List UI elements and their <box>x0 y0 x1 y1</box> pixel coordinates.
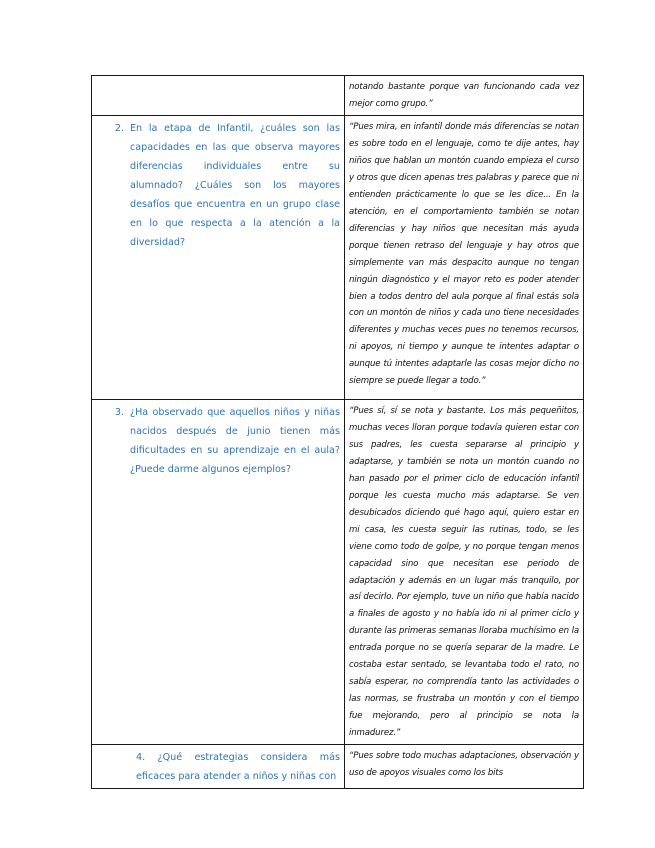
question-text-block <box>96 119 340 252</box>
answer-text: notando bastante porque van funcionando cada vez mejor como grupo.” <box>349 82 579 109</box>
question-text: ¿Qué estrategias considera más eficaces para atender a niños y niñas con <box>136 752 340 783</box>
answer-cell <box>345 745 584 789</box>
question-cell <box>92 76 345 116</box>
table-row <box>92 400 584 745</box>
answer-cell <box>345 76 584 116</box>
interview-table <box>91 75 584 789</box>
question-number: 3. <box>114 407 124 418</box>
question-text-block <box>96 748 340 786</box>
answer-text: “Pues sí, sí se nota y bastante. Los más pequeñitos, muchas veces lloran porque todavía quieren estar con sus padres, les cuesta separarse al principio y adaptarse, y también se nota un montón cuando no han pasado por el primer ciclo de educación infantil porque les cuesta mucho más adaptarse. Se ven desubicados diciendo qué hago aquí, quiero estar en mi casa, les cuesta seguir las rutinas, todo, se les viene como todo de golpe, y no porque tengan menos capacidad sino que necesitan ese periodo de adaptación y además en un lugar más tranquilo, por así decirlo. Por ejemplo, tuve un niño que había nacido a finales de agosto y no había ido ni al primer ciclo y durante las primeras semanas lloraba muchísimo en la entrada porque no se quería separar de la madre. Le costaba estar sentado, se levantaba todo el rato, no sabía esperar, no comprendía tanto las actividades o las normas, se frustraba un montón y con el tiempo fue mejorando, pero al principio se nota la inmadurez.” <box>349 406 579 739</box>
question-cell <box>92 400 345 745</box>
question-text: En la etapa de Infantil, ¿cuáles son las capacidades en las que observa mayores diferencias individuales entre su alumnado? ¿Cuáles son los mayores desafíos que encuentra en un grupo clase en lo que respecta a la atención a la diversidad? <box>130 123 340 248</box>
question-text: ¿Ha observado que aquellos niños y niñas nacidos después de junio tienen más dificultades en su aprendizaje en el aula? ¿Puede darme algunos ejemplos? <box>130 407 340 475</box>
question-cell <box>92 116 345 400</box>
question-cell <box>92 745 345 789</box>
answer-cell <box>345 400 584 745</box>
question-number: 4. <box>136 752 146 764</box>
answer-cell <box>345 116 584 400</box>
answer-text: “Pues mira, en infantil donde más diferencias se notan es sobre todo en el lenguaje, como te dije antes, hay niños que hablan un montón cuando empieza el curso y otros que dicen apenas tres palabras y parece que ni entienden prácticamente lo que se les dice... En la atención, en el comportamiento también se notan diferencias y hay niños que necesitan más ayuda porque tienen retraso del lenguaje y hay otros que simplemente van más despacito aunque no tengan ningún diagnóstico y el mayor reto es poder atender bien a todos dentro del aula porque al final estás sola con un montón de niños y cada uno tiene necesidades diferentes y muchas veces pues no tenemos recursos, ni apoyos, ni tiempo y aunque te intentes adaptar o aunque tú intentes adaptarle las cosas mejor dicho no siempre se puede llegar a todo.” <box>349 122 579 387</box>
question-number: 2. <box>114 123 124 134</box>
table-row <box>92 116 584 400</box>
question-text-block <box>96 403 340 479</box>
table-row <box>92 76 584 116</box>
answer-text: “Pues sobre todo muchas adaptaciones, observación y uso de apoyos visuales como los bits <box>349 751 579 779</box>
table-row <box>92 745 584 789</box>
